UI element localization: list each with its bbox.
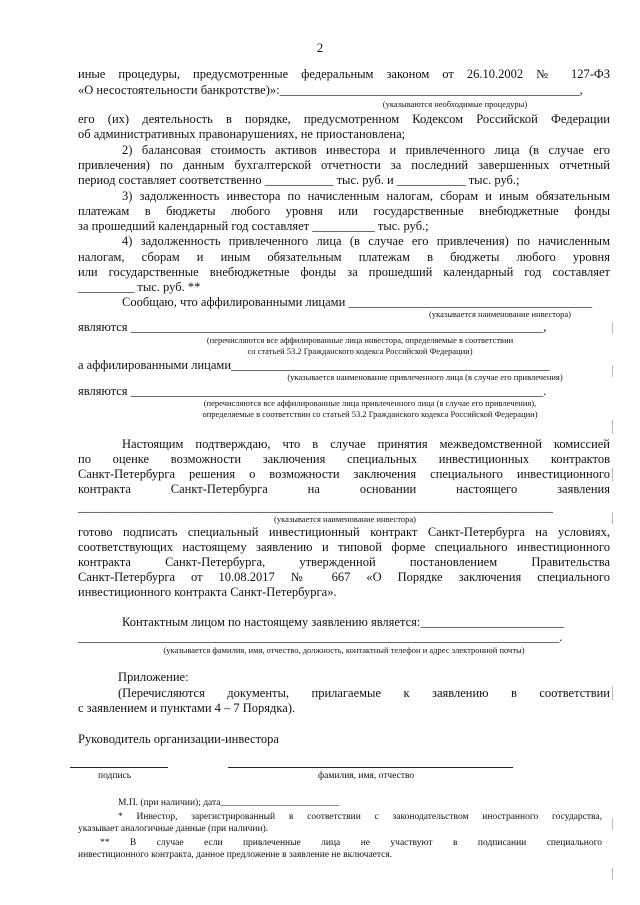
caption: (перечисляются все аффилированные лица привлеченного лица (в случае его привлечения), <box>203 398 537 408</box>
scan-artifact <box>612 868 613 880</box>
text-line: _____________________________________________________________________________. <box>78 630 563 644</box>
text-line: _________ тыс. руб. ** <box>78 280 201 294</box>
caption: (указывается наименование инвестора) <box>428 309 571 319</box>
text-line: его (их) деятельность в порядке, предусмотренном Кодексом Российской Федерации <box>78 112 610 126</box>
text-line: по оценке возможности заключения специальных инвестиционных контрактов <box>78 452 610 466</box>
text-line: Санкт-Петербурга решения о возможности заключения специального инвестиционного <box>78 467 610 481</box>
text-line: Санкт-Петербурга от 10.08.2017 № 667 «О Порядке заключения специального <box>78 570 610 584</box>
scan-artifact <box>612 512 613 524</box>
text-line: Руководитель организации-инвестора <box>78 732 279 746</box>
text-line: М.П. (при наличии); дата_________________________ <box>118 798 340 808</box>
footnote: ** В случае если привлеченные лица не участвуют в подписании специального <box>100 838 602 848</box>
text-line: платежам в бюджеты любого уровня или государственные внебюджетные фонды <box>78 204 610 218</box>
scan-artifact <box>612 365 613 377</box>
signature-line <box>70 767 168 768</box>
text-line: или государственные внебюджетные фонды за прошедший календарный год составляет <box>78 265 610 279</box>
text-line: 2) балансовая стоимость активов инвестора и привлеченного лица (в случае его <box>122 143 610 157</box>
text-line: ____________________________________________________________________________ <box>78 500 553 514</box>
caption: со статьей 53.2 Гражданского кодекса Российской Федерации) <box>247 346 473 356</box>
text-line: иные процедуры, предусмотренные федеральным законом от 26.10.2002 № 127-ФЗ <box>78 67 610 81</box>
scan-artifact <box>612 322 613 334</box>
text-line: Настоящим подтверждаю, что в случае принятия межведомственной комиссией <box>122 437 610 451</box>
caption: (перечисляются все аффилированные лица инвестора, определяемые в соответствии <box>206 335 514 345</box>
text-line: контракта Санкт-Петербурга на основании настоящего заявления <box>78 482 610 496</box>
caption: (указывается наименование привлеченного лица (в случае его привлечения) <box>287 372 563 382</box>
text-line: 4) задолженность привлеченного лица (в случае его привлечения) по начисленным <box>122 234 610 248</box>
text-line: об административных правонарушениях, не приостановлена; <box>78 127 406 141</box>
scan-artifact <box>612 468 613 482</box>
text-line: являются __________________________________________________________________. <box>78 384 547 398</box>
caption: определяемые в соответствии со статьей 53.2 Гражданского кодекса Российской Федерации) <box>202 409 538 419</box>
text-line: а аффилированными лицами___________________________________________________ <box>78 358 550 372</box>
caption: (указывается фамилия, имя, отчество, должность, контактный телефон и адрес электронной почты) <box>163 645 525 655</box>
footnote: указывает аналогичные данные (при наличии). <box>78 824 269 834</box>
text-line: готово подписать специальный инвестиционный контракт Санкт-Петербурга на условиях, <box>78 525 610 539</box>
text-line: привлечения) по данным бухгалтерской отчетности за последний завершенных отчетный <box>78 158 610 172</box>
text-line: Приложение: <box>118 670 189 684</box>
text-line: налогам, сборам и иным обязательным платежам в бюджеты любого уровня <box>78 250 610 264</box>
page-number: 2 <box>316 40 324 55</box>
text-line: инвестиционного контракта Санкт-Петербурга». <box>78 585 337 599</box>
scan-artifact <box>612 818 613 830</box>
signature-label: подпись <box>98 771 132 781</box>
caption: (указывается наименование инвестора) <box>273 514 416 524</box>
scan-artifact <box>612 686 613 700</box>
text-line: период составляет соответственно ___________ тыс. руб. и ___________ тыс. руб.; <box>78 173 520 187</box>
footnote: * Инвестор, зарегистрированный в соответствии с законодательством иностранного государства, <box>118 812 602 822</box>
name-line <box>228 767 513 768</box>
scan-artifact <box>612 420 613 434</box>
caption: (указываются необходимые процедуры) <box>382 99 528 109</box>
text-line: «О несостоятельности банкротстве)»:________________________________________________, <box>78 83 583 97</box>
text-line: соответствующих настоящему заявлению и типовой форме специального инвестиционного <box>78 540 610 554</box>
name-label: фамилия, имя, отчество <box>318 771 415 781</box>
text-line: 3) задолженность инвестора по начисленным налогам, сборам и иным обязательным <box>122 189 610 203</box>
text-line: за прошедший календарный год составляет __________ тыс. руб.; <box>78 219 429 233</box>
text-line: Контактным лицом по настоящему заявлению является:_______________________ <box>122 615 565 629</box>
footnote: инвестиционного контракта, данное предложение в заявление не включается. <box>78 850 393 860</box>
text-line: с заявлением и пунктами 4 – 7 Порядка). <box>78 701 296 715</box>
text-line: контракта Санкт-Петербурга, утвержденной постановлением Правительства <box>78 555 610 569</box>
text-line: являются __________________________________________________________________, <box>78 320 547 334</box>
text-line: Сообщаю, что аффилированными лицами _______________________________________ <box>122 295 593 309</box>
text-line: (Перечисляются документы, прилагаемые к заявлению в соответствии <box>118 686 610 700</box>
